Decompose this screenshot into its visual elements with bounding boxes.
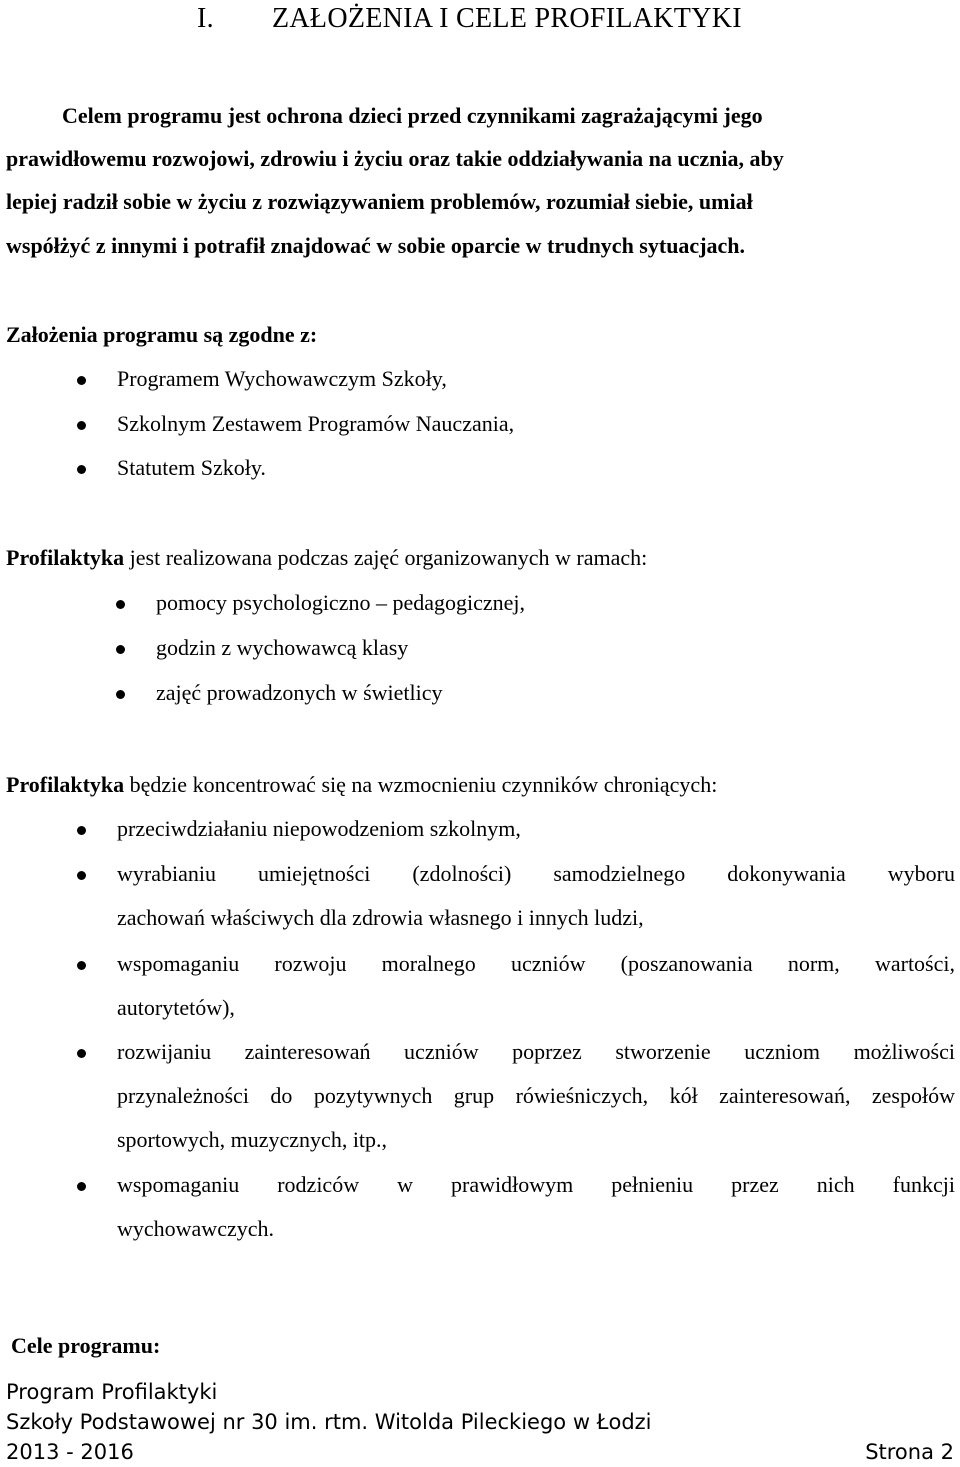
czynniki-item-4-line-3: sportowych, muzycznych, itp., xyxy=(117,1127,388,1152)
czynniki-item-2-line-1: wyrabianiu umiejętności (zdolności) samodzielnego dokonywania wyboru xyxy=(117,861,955,886)
realizacja-lead xyxy=(6,545,647,571)
bullet-icon xyxy=(77,465,86,474)
realizacja-item-2: godzin z wychowawcą klasy xyxy=(156,635,409,660)
zalozenia-item-1: Programem Wychowawczym Szkoły, xyxy=(117,366,447,391)
czynniki-item-4-line-2: przynależności do pozytywnych grup rówieśniczych, kół zainteresowań, zespołów xyxy=(117,1083,955,1108)
bullet-icon xyxy=(116,645,125,654)
bullet-icon xyxy=(116,600,125,609)
footer-program: Program Profilaktyki xyxy=(6,1380,218,1404)
zalozenia-item-2: Szkolnym Zestawem Programów Nauczania, xyxy=(117,411,515,436)
bullet-icon xyxy=(77,1049,86,1058)
footer-years: 2013 - 2016 xyxy=(6,1440,134,1464)
realizacja-item-1: pomocy psychologiczno – pedagogicznej, xyxy=(156,590,526,615)
czynniki-item-5-line-2: wychowawczych. xyxy=(117,1216,274,1241)
czynniki-lead xyxy=(6,772,717,798)
bullet-icon xyxy=(77,826,86,835)
bullet-icon xyxy=(77,421,86,430)
intro-line-4: współżyć z innymi i potrafił znajdować w sobie oparcie w trudnych sytuacjach. xyxy=(6,233,746,258)
section-number: I. xyxy=(197,3,214,34)
czynniki-lead-rest: będzie koncentrować się na wzmocnieniu czynników chroniących: xyxy=(124,772,718,797)
bullet-icon xyxy=(77,961,86,970)
czynniki-item-2-line-2: zachowań właściwych dla zdrowia własnego i innych ludzi, xyxy=(117,905,644,930)
czynniki-item-5-line-1: wspomaganiu rodziców w prawidłowym pełnieniu przez nich funkcji xyxy=(117,1172,955,1197)
czynniki-item-4-line-1: rozwijaniu zainteresowań uczniów poprzez stworzenie uczniom możliwości xyxy=(117,1039,955,1064)
zalozenia-heading: Założenia programu są zgodne z: xyxy=(6,322,318,347)
section-title: ZAŁOŻENIA I CELE PROFILAKTYKI xyxy=(272,3,742,34)
intro-line-2: prawidłowemu rozwojowi, zdrowiu i życiu oraz takie oddziaływania na ucznia, aby xyxy=(6,146,784,171)
bullet-icon xyxy=(116,690,125,699)
zalozenia-item-3: Statutem Szkoły. xyxy=(117,455,266,480)
realizacja-item-3: zajęć prowadzonych w świetlicy xyxy=(156,680,443,705)
cele-heading: Cele programu: xyxy=(11,1333,161,1358)
section-heading xyxy=(197,3,214,35)
intro-line-1: Celem programu jest ochrona dzieci przed czynnikami zagrażającymi jego xyxy=(62,103,763,128)
czynniki-lead-bold: Profilaktyka xyxy=(6,772,125,797)
realizacja-lead-bold: Profilaktyka xyxy=(6,545,125,570)
czynniki-item-3-line-2: autorytetów), xyxy=(117,995,235,1020)
footer-page-number: Strona 2 xyxy=(865,1440,954,1464)
czynniki-item-1-line-1: przeciwdziałaniu niepowodzeniom szkolnym, xyxy=(117,816,521,841)
realizacja-lead-rest: jest realizowana podczas zajęć organizowanych w ramach: xyxy=(124,545,648,570)
bullet-icon xyxy=(77,376,86,385)
bullet-icon xyxy=(77,871,86,880)
intro-line-3: lepiej radził sobie w życiu z rozwiązywaniem problemów, rozumiał siebie, umiał xyxy=(6,189,753,214)
bullet-icon xyxy=(77,1182,86,1191)
footer-school: Szkoły Podstawowej nr 30 im. rtm. Witolda Pileckiego w Łodzi xyxy=(6,1410,652,1434)
czynniki-item-3-line-1: wspomaganiu rozwoju moralnego uczniów (poszanowania norm, wartości, xyxy=(117,951,955,976)
